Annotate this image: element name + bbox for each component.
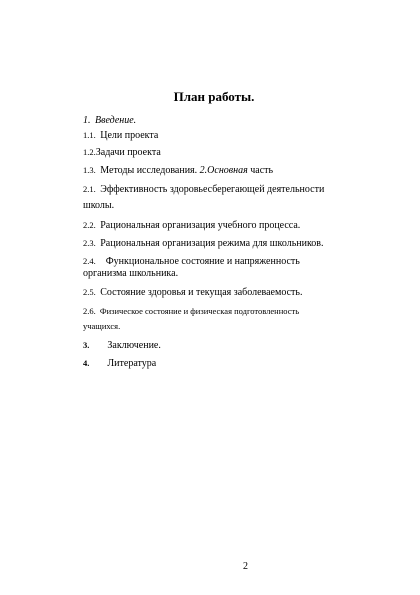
- toc-text: Рациональная организация учебного процесса.: [100, 220, 301, 231]
- toc-item-goal: [83, 129, 158, 142]
- toc-num: 2.5.: [83, 287, 96, 297]
- toc-num: 1.1.: [83, 130, 96, 140]
- page-number: 2: [243, 561, 248, 572]
- toc-item-2-6-cont: учащихся.: [83, 321, 121, 331]
- toc-item-tasks: [83, 146, 161, 159]
- toc-num: 4.: [83, 358, 90, 368]
- toc-num: 2.3.: [83, 238, 96, 248]
- toc-item-intro: [83, 115, 136, 127]
- toc-text: Литература: [107, 358, 157, 369]
- toc-item-2-5: [83, 286, 302, 299]
- toc-item-2-4-cont: организма школьника.: [83, 268, 179, 279]
- toc-item-methods: [83, 164, 273, 177]
- toc-main-text: Основная: [207, 165, 248, 176]
- toc-item-2-3: [83, 237, 324, 250]
- toc-num: 1.2.: [83, 147, 96, 157]
- page-title: План работы.: [173, 89, 255, 104]
- toc-item-2-4: [83, 255, 300, 268]
- toc-item-2-2: [83, 219, 300, 232]
- toc-text: Физическое состояние и физическая подготовленность: [99, 306, 300, 316]
- toc-item-4: [83, 357, 156, 370]
- toc-item-2-6: [83, 305, 299, 317]
- toc-main-num: 2.: [199, 165, 208, 176]
- toc-num: 1.: [83, 115, 91, 126]
- toc-item-3: [83, 339, 161, 352]
- toc-num: 1.3.: [83, 165, 96, 175]
- toc-text: Функциональное состояние и напряженность: [105, 256, 300, 267]
- toc-text: Эффективность здоровьесберегающей деятельности: [100, 184, 325, 195]
- toc-num: 2.4.: [83, 256, 96, 266]
- toc-text: Заключение.: [107, 340, 161, 351]
- toc-item-2-1: [83, 183, 324, 196]
- toc-num: 3.: [83, 340, 90, 350]
- toc-num: 2.2.: [83, 220, 96, 230]
- toc-text: Методы исследования.: [100, 165, 198, 176]
- toc-text: Рациональная организация режима для школьников.: [100, 238, 324, 249]
- toc-num: 2.6.: [83, 306, 96, 316]
- toc-text: Цели проекта: [100, 130, 159, 141]
- toc-main-text2: часть: [250, 165, 274, 176]
- toc-text: Введение.: [95, 115, 137, 126]
- toc-text: Задачи проекта: [95, 147, 161, 158]
- toc-text: Состояние здоровья и текущая заболеваемость.: [100, 287, 303, 298]
- toc-item-2-1-cont: школы.: [83, 200, 115, 211]
- toc-num: 2.1.: [83, 184, 96, 194]
